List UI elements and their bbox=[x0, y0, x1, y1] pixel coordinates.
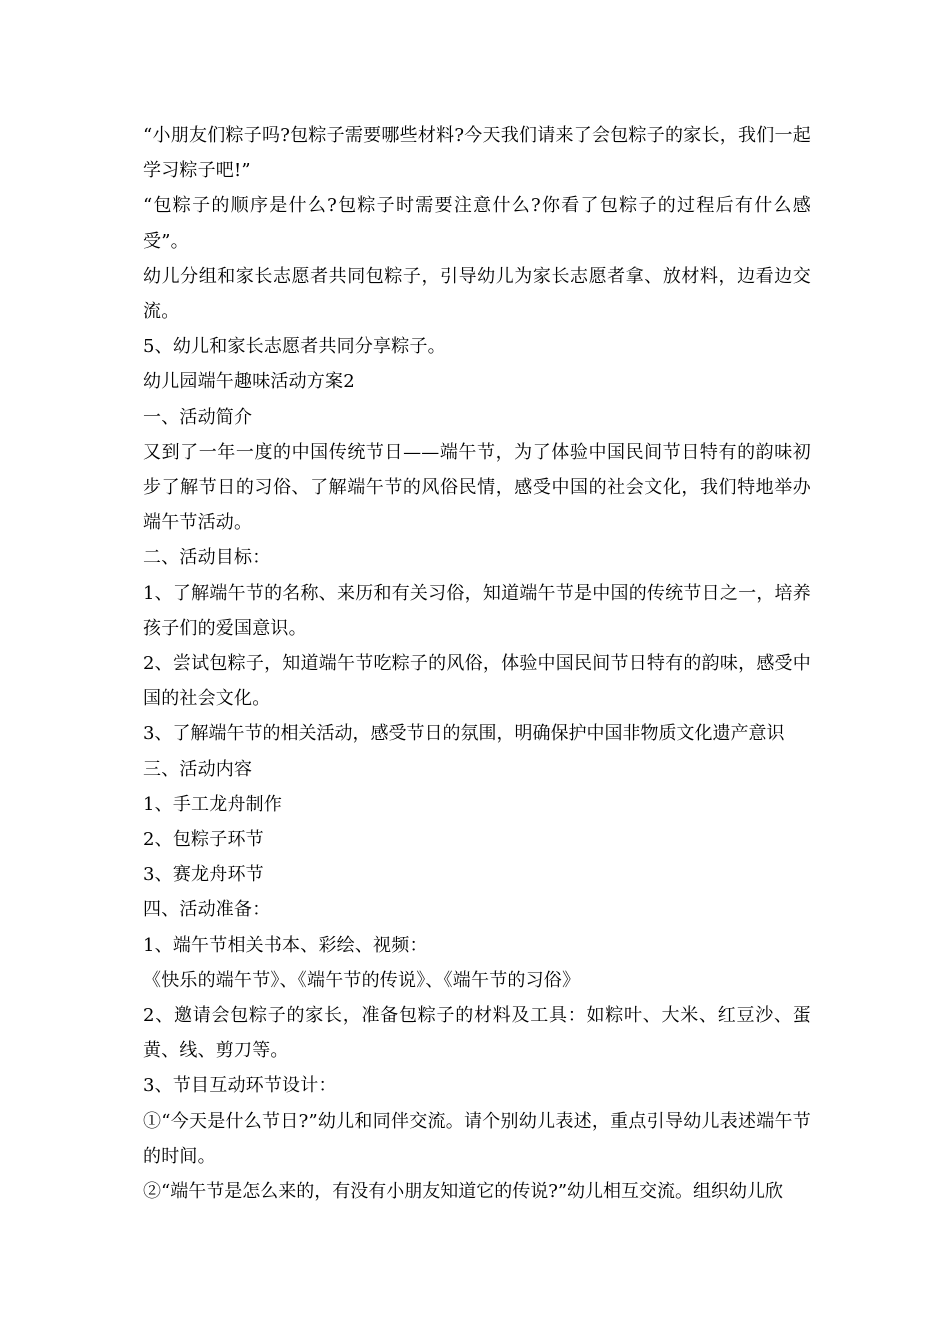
heading-preparation: 四、活动准备： bbox=[143, 899, 271, 921]
section-title: 幼儿园端午趣味活动方案2 bbox=[143, 371, 355, 393]
content-item-3: 3、赛龙舟环节 bbox=[143, 864, 264, 886]
content-item-2: 2、包粽子环节 bbox=[143, 829, 264, 851]
heading-introduction: 一、活动简介 bbox=[143, 406, 253, 428]
book-list: 《快乐的端午节》、《端午节的传说》、《端午节的习俗》 bbox=[143, 969, 581, 991]
goal-item-2: 2、尝试包粽子，知道端午节吃粽子的风俗，体验中国民间节日特有的韵味，感受中国的社会文化。 bbox=[143, 653, 811, 710]
goal-item-1: 1、了解端午节的名称、来历和有关习俗，知道端午节是中国的传统节日之一，培养孩子们的爱国意识。 bbox=[143, 582, 811, 639]
paragraph-3: 幼儿分组和家长志愿者共同包粽子，引导幼儿为家长志愿者拿、放材料，边看边交流。 bbox=[143, 265, 811, 323]
heading-content: 三、活动内容 bbox=[143, 758, 253, 780]
preparation-item-3: 3、节目互动环节设计： bbox=[143, 1075, 337, 1097]
paragraph-4: 5、幼儿和家长志愿者共同分享粽子。 bbox=[143, 336, 446, 358]
document-body bbox=[143, 118, 811, 1209]
preparation-item-1: 1、端午节相关书本、彩绘、视频： bbox=[143, 934, 428, 956]
interaction-item-2: ②“端午节是怎么来的，有没有小朋友知道它的传说?”幼儿相互交流。组织幼儿欣 bbox=[143, 1181, 784, 1203]
preparation-item-2: 2、邀请会包粽子的家长，准备包粽子的材料及工具：如粽叶、大米、红豆沙、蛋黄、线、剪刀等。 bbox=[143, 1005, 811, 1062]
interaction-item-1: ①“今天是什么节日?”幼儿和同伴交流。请个别幼儿表述，重点引导幼儿表述端午节的时间。 bbox=[143, 1110, 811, 1167]
heading-goals: 二、活动目标： bbox=[143, 547, 271, 569]
goal-item-3: 3、了解端午节的相关活动，感受节日的氛围，明确保护中国非物质文化遗产意识 bbox=[143, 723, 785, 745]
content-item-1: 1、手工龙舟制作 bbox=[143, 793, 283, 815]
paragraph-1: “小朋友们粽子吗?包粽子需要哪些材料?今天我们请来了会包粽子的家长，我们一起学习粽子吧!” bbox=[143, 125, 811, 182]
paragraph-introduction: 又到了一年一度的中国传统节日——端午节，为了体验中国民间节日特有的韵味初步了解节日的习俗、了解端午节的风俗民情，感受中国的社会文化，我们特地举办端午节活动。 bbox=[143, 441, 811, 534]
paragraph-2: “包粽子的顺序是什么?包粽子时需要注意什么?你看了包粽子的过程后有什么感受”。 bbox=[143, 195, 811, 252]
